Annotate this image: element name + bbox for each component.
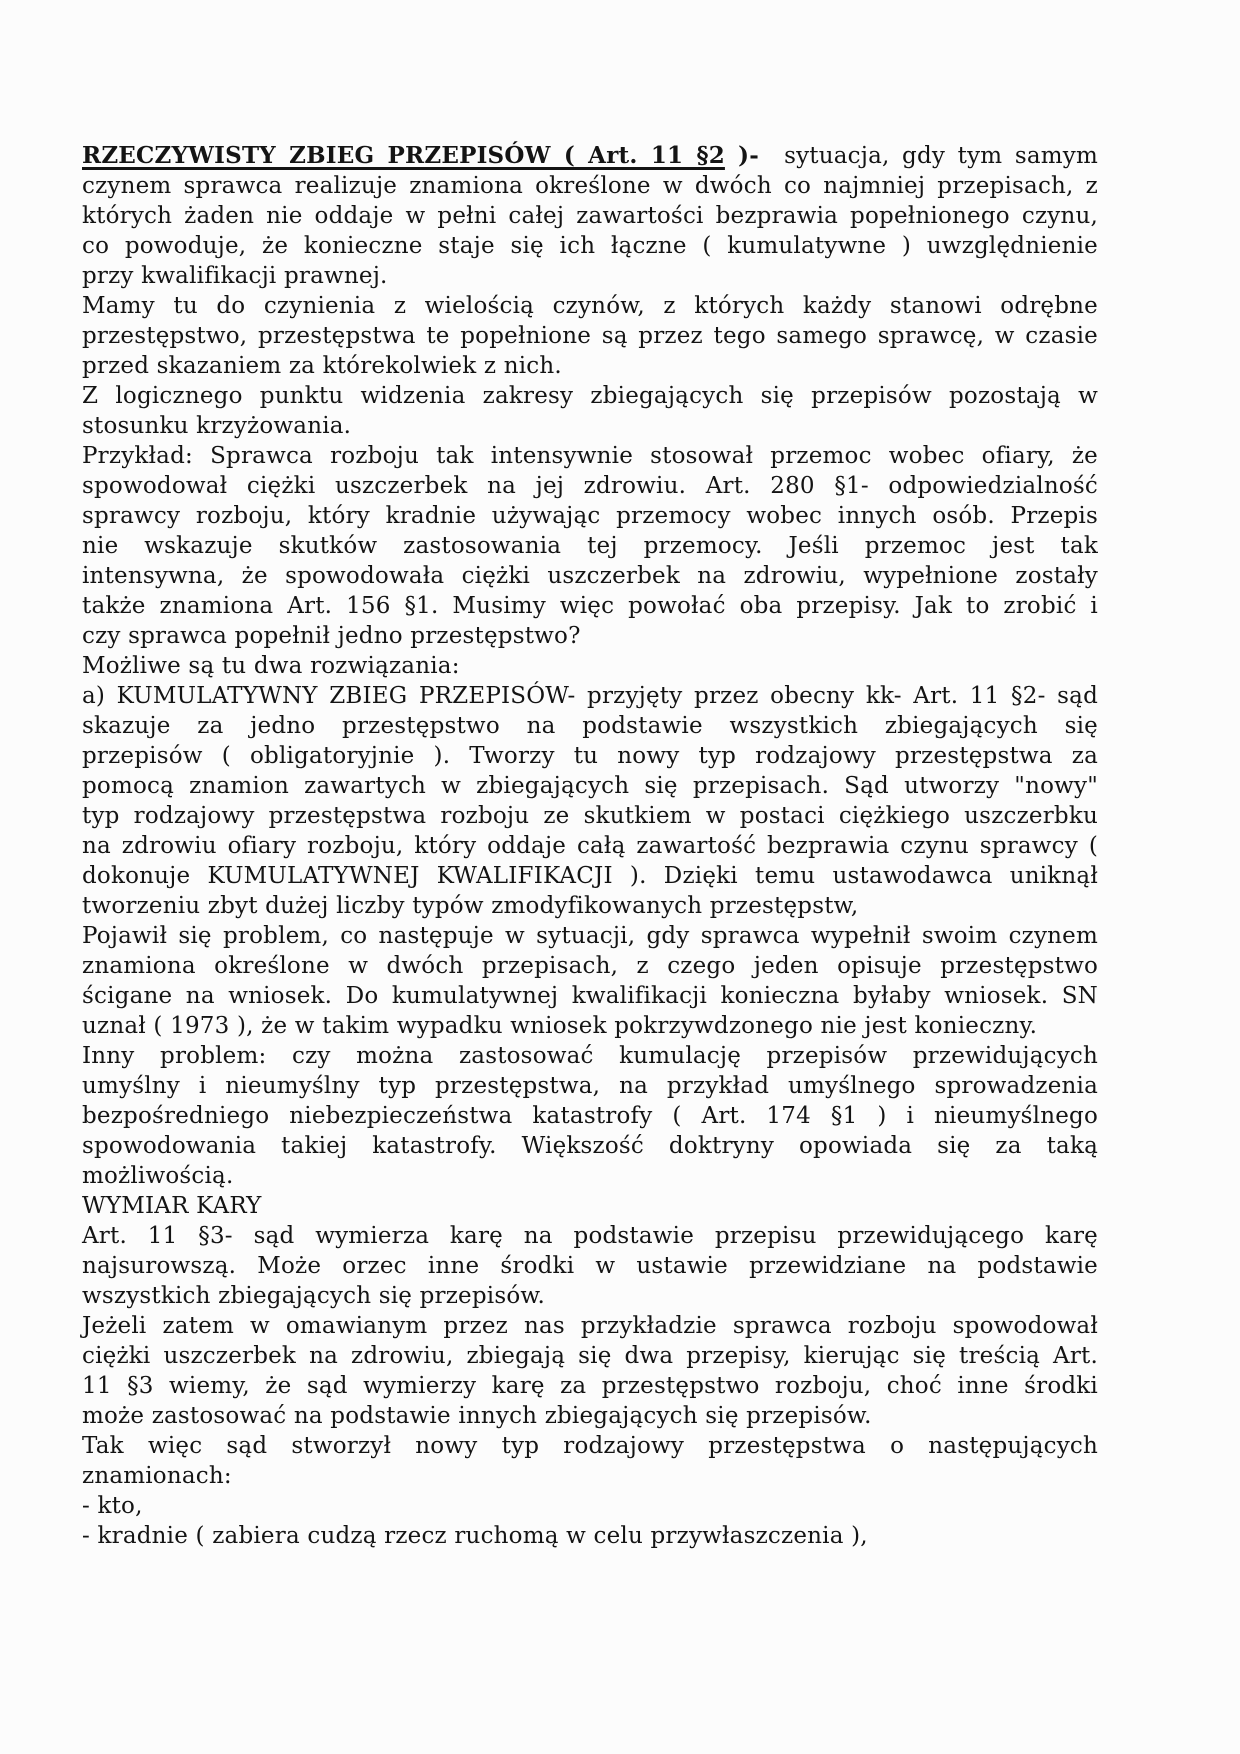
text-line: - kto, <box>82 1493 143 1519</box>
text-line: stosunku krzyżowania. <box>82 413 352 439</box>
text-line: intensywna, że spowodowała ciężki uszczerbek na zdrowiu, wypełnione zostały <box>82 563 1098 589</box>
text-line: możliwością. <box>82 1163 234 1189</box>
text-line: znamiona określone w dwóch przepisach, z czego jeden opisuje przestępstwo <box>82 953 1098 979</box>
text-line: także znamiona Art. 156 §1. Musimy więc powołać oba przepisy. Jak to zrobić i <box>82 593 1098 619</box>
text-line: typ rodzajowy przestępstwa rozboju ze skutkiem w postaci ciężkiego uszczerbku <box>82 803 1098 829</box>
text-line: ciężki uszczerbek na zdrowiu, zbiegają się dwa przepisy, kierując się treścią Art. <box>82 1343 1098 1369</box>
text-line: znamionach: <box>82 1463 232 1489</box>
text-line: - kradnie ( zabiera cudzą rzecz ruchomą w celu przywłaszczenia ), <box>82 1523 868 1549</box>
text-line: tworzeniu zbyt dużej liczby typów zmodyfikowanych przestępstw, <box>82 893 859 919</box>
text-line: WYMIAR KARY <box>82 1193 262 1219</box>
text-line: spowodowania takiej katastrofy. Większość doktryny opowiada się za taką <box>82 1133 1098 1159</box>
text-line: Jeżeli zatem w omawianym przez nas przykładzie sprawca rozboju spowodował <box>82 1313 1098 1339</box>
heading-dash: )- <box>724 142 759 169</box>
text-line: czy sprawca popełnił jedno przestępstwo? <box>82 623 581 649</box>
text-line: ścigane na wniosek. Do kumulatywnej kwalifikacji konieczna byłaby wniosek. SN <box>82 983 1098 1009</box>
text-line: pomocą znamion zawartych w zbiegających się przepisach. Sąd utworzy "nowy" <box>82 773 1098 799</box>
text-line: przed skazaniem za którekolwiek z nich. <box>82 353 562 379</box>
text-line: uznał ( 1973 ), że w takim wypadku wniosek pokrzywdzonego nie jest konieczny. <box>82 1013 1038 1039</box>
text-line: Z logicznego punktu widzenia zakresy zbiegających się przepisów pozostają w <box>82 383 1098 409</box>
text-line: Art. 11 §3- sąd wymierza karę na podstawie przepisu przewidującego karę <box>82 1223 1098 1249</box>
text-line: Pojawił się problem, co następuje w sytuacji, gdy sprawca wypełnił swoim czynem <box>82 923 1098 949</box>
text-line: nie wskazuje skutków zastosowania tej przemocy. Jeśli przemoc jest tak <box>82 533 1098 559</box>
text-line: których żaden nie oddaje w pełni całej zawartości bezprawia popełnionego czynu, <box>82 203 1098 229</box>
text-line: Mamy tu do czynienia z wielością czynów, z których każdy stanowi odrębne <box>82 293 1098 319</box>
text-line: przepisów ( obligatoryjnie ). Tworzy tu nowy typ rodzajowy przestępstwa za <box>82 743 1098 769</box>
text-line: najsurowszą. Może orzec inne środki w ustawie przewidziane na podstawie <box>82 1253 1098 1279</box>
text-line: 11 §3 wiemy, że sąd wymierzy karę za przestępstwo rozboju, choć inne środki <box>82 1373 1098 1399</box>
text-line: Możliwe są tu dwa rozwiązania: <box>82 653 460 679</box>
heading-title: RZECZYWISTY ZBIEG PRZEPISÓW ( Art. 11 §2 <box>82 142 725 169</box>
text-line: przestępstwo, przestępstwa te popełnione są przez tego samego sprawcę, w czasie <box>82 323 1098 349</box>
text-line: Inny problem: czy można zastosować kumulację przepisów przewidujących <box>82 1043 1098 1069</box>
text-line: bezpośredniego niebezpieczeństwa katastrofy ( Art. 174 §1 ) i nieumyślnego <box>82 1103 1098 1129</box>
text-line: czynem sprawca realizuje znamiona określone w dwóch co najmniej przepisach, z <box>82 173 1098 199</box>
text-line: skazuje za jedno przestępstwo na podstawie wszystkich zbiegających się <box>82 713 1098 739</box>
text-line: sprawcy rozboju, który kradnie używając przemocy wobec innych osób. Przepis <box>82 503 1098 529</box>
text-line: co powoduje, że konieczne staje się ich łączne ( kumulatywne ) uwzględnienie <box>82 233 1098 259</box>
text-line: spowodował ciężki uszczerbek na jej zdrowiu. Art. 280 §1- odpowiedzialność <box>82 473 1098 499</box>
text-line: może zastosować na podstawie innych zbiegających się przepisów. <box>82 1403 872 1429</box>
text-line: Tak więc sąd stworzył nowy typ rodzajowy przestępstwa o następujących <box>82 1433 1098 1459</box>
document-text-block <box>82 141 1098 1551</box>
heading-intro-text: sytuacja, gdy tym samym <box>759 143 1098 169</box>
text-line: umyślny i nieumyślny typ przestępstwa, na przykład umyślnego sprowadzenia <box>82 1073 1098 1099</box>
text-line: wszystkich zbiegających się przepisów. <box>82 1283 546 1309</box>
text-line: dokonuje KUMULATYWNEJ KWALIFIKACJI ). Dzięki temu ustawodawca uniknął <box>82 863 1098 889</box>
heading-line <box>82 141 1098 171</box>
text-line: Przykład: Sprawca rozboju tak intensywnie stosował przemoc wobec ofiary, że <box>82 443 1098 469</box>
text-line: a) KUMULATYWNY ZBIEG PRZEPISÓW- przyjęty przez obecny kk- Art. 11 §2- sąd <box>82 683 1098 709</box>
text-line: na zdrowiu ofiary rozboju, który oddaje całą zawartość bezprawia czynu sprawcy ( <box>82 833 1098 859</box>
text-line: przy kwalifikacji prawnej. <box>82 263 388 289</box>
